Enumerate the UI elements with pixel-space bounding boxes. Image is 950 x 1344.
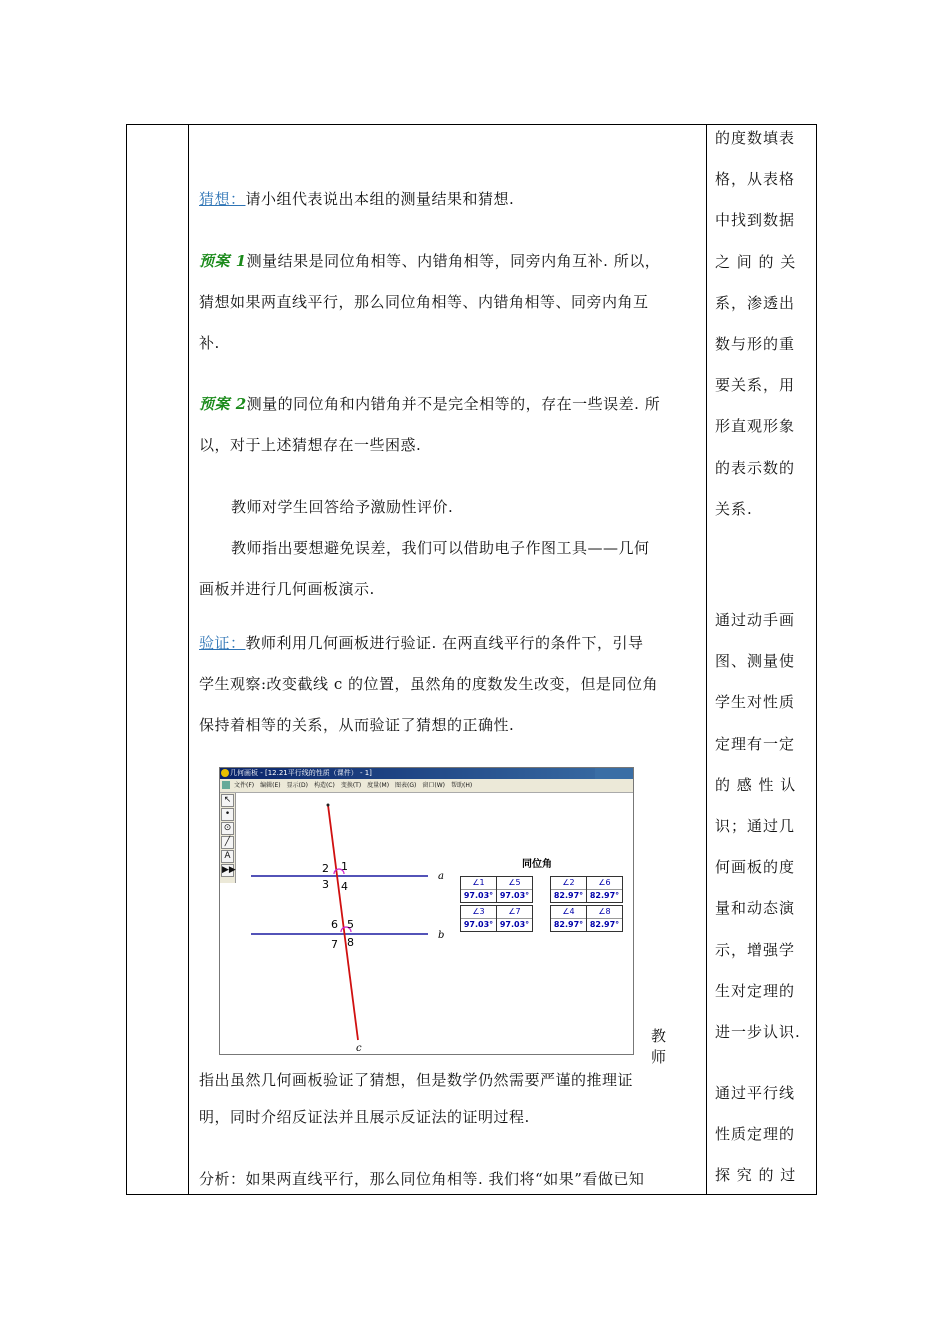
sketchpad-menu-item[interactable]: 度量(M) <box>367 782 390 789</box>
side-note-line: 的表示数的 <box>715 458 796 477</box>
plan2-label: 预案 2 <box>199 395 247 413</box>
side-note-line: 关系. <box>715 499 753 518</box>
angle-value: 82.97° <box>553 891 584 900</box>
side-note-line: 之 间 的 关 <box>715 252 797 271</box>
angle-value: 97.03° <box>499 891 530 900</box>
sketchpad-title: 几何画板 - [12.21平行线的性质（课件） - 1] <box>230 769 372 777</box>
side-note-line: 性质定理的 <box>715 1125 796 1144</box>
sketchpad-menu-item[interactable]: 帮助(H) <box>451 782 473 789</box>
guess-paragraph <box>199 179 514 219</box>
verify-label: 验证： <box>199 634 246 652</box>
verify-line1 <box>199 623 644 663</box>
label-4: 4 <box>341 880 348 893</box>
angle-name: ∠8 <box>587 906 622 919</box>
angle-measure-box <box>586 876 623 903</box>
sketchpad-menu-item[interactable]: 构造(C) <box>313 782 335 789</box>
teacher-point-line2: 画板并进行几何画板演示. <box>199 580 375 598</box>
side-note-line: 中找到数据 <box>715 211 796 230</box>
teacher-eval: 教师对学生回答给予激励性评价. <box>231 498 454 516</box>
side-note-line: 的 感 性 认 <box>715 775 797 794</box>
side-note-line: 形直观形象 <box>715 417 796 436</box>
side-note-line: 格，从表格 <box>715 170 796 189</box>
side-note-line: 要关系，用 <box>715 376 796 395</box>
angle-value: 82.97° <box>553 920 584 929</box>
side-note-line: 通过平行线 <box>715 1084 796 1102</box>
angle-value: 97.03° <box>463 920 494 929</box>
sketchpad-menu-item[interactable]: 文件(F) <box>234 782 255 789</box>
plan1-text: 测量结果是同位角相等、内错角相等，同旁内角互补. 所以， <box>246 252 661 270</box>
teacher-word: 教师 <box>651 1027 681 1066</box>
angle-name: ∠4 <box>551 906 586 919</box>
verify-text: 教师利用几何画板进行验证. 在两直线平行的条件下，引导 <box>245 634 644 652</box>
plan1-label: 预案 1 <box>199 252 247 270</box>
side-note-line: 图、测量使 <box>715 652 796 671</box>
side-note-line: 学生对性质 <box>715 693 796 712</box>
label-6: 6 <box>331 918 338 931</box>
sketchpad-menu-item[interactable]: 图表(G) <box>395 782 417 789</box>
angle-measure-box <box>460 905 497 932</box>
point-tool-icon[interactable]: • <box>221 808 234 821</box>
side-note-line: 系，渗透出 <box>715 293 796 312</box>
plan2-line1 <box>199 384 660 424</box>
sketchpad-menubar <box>220 779 633 793</box>
analysis-line: 分析：如果两直线平行，那么同位角相等. 我们将“如果”看做已知 <box>199 1170 645 1188</box>
label-7: 7 <box>331 938 338 951</box>
angle-name: ∠7 <box>497 906 532 919</box>
side-note-line: 进一步认识. <box>715 1023 801 1041</box>
side-note-line: 的度数填表 <box>715 129 796 147</box>
side-note-line: 数与形的重 <box>715 335 796 353</box>
compass-tool-icon[interactable]: ⊙ <box>221 822 234 835</box>
side-note-line: 量和动态演 <box>715 899 796 918</box>
side-note-line: 识；通过几 <box>715 817 796 835</box>
label-5: 5 <box>347 918 354 931</box>
label-1: 1 <box>341 860 348 873</box>
side-note-line: 探 究 的 过 <box>715 1166 797 1185</box>
angle-measure-box <box>550 876 587 903</box>
line-b-label: b <box>438 930 445 941</box>
sketchpad-titlebar <box>220 768 633 779</box>
sketchpad-menu-item[interactable]: 变换(T) <box>340 782 362 789</box>
sketchpad-menu-item[interactable]: 窗口(W) <box>422 782 445 789</box>
window-controls <box>595 768 633 779</box>
sketchpad-screenshot <box>219 767 634 1055</box>
top-point <box>327 804 330 807</box>
label-8: 8 <box>347 936 354 949</box>
angle-name: ∠3 <box>461 906 496 919</box>
line-c-label: c <box>356 1043 362 1054</box>
side-note-line: 生对定理的 <box>715 981 796 1000</box>
angle-measure-box <box>496 876 533 903</box>
plan2-line2: 以，对于上述猜想存在一些困惑. <box>199 436 422 454</box>
angle-name: ∠5 <box>497 877 532 890</box>
plan1-line2: 猜想如果两直线平行，那么同位角相等、内错角相等、同旁内角互 <box>199 293 649 311</box>
plan2-text: 测量的同位角和内错角并不是完全相等的，存在一些误差. 所 <box>246 395 661 413</box>
sketchpad-menu-item[interactable]: 显示(D) <box>286 782 308 789</box>
line-tool-icon[interactable]: ╱ <box>221 836 234 849</box>
label-3: 3 <box>322 878 329 891</box>
angle-measure-box <box>460 876 497 903</box>
angle-name: ∠1 <box>461 877 496 890</box>
guess-text: 请小组代表说出本组的测量结果和猜想. <box>245 190 515 208</box>
angle-value: 97.03° <box>499 920 530 929</box>
text-tool-icon[interactable]: A <box>221 850 234 863</box>
sketchpad-canvas <box>236 793 633 1054</box>
sketchpad-logo-icon <box>221 769 229 777</box>
verify-line3: 保持着相等的关系，从而验证了猜想的正确性. <box>199 716 515 734</box>
teacher-point-line1: 教师指出要想避免误差，我们可以借助电子作图工具——几何 <box>231 539 650 557</box>
custom-tool-icon[interactable]: ▶▶ <box>222 865 236 875</box>
corresponding-angles-heading: 同位角 <box>522 859 552 870</box>
angle-value: 82.97° <box>589 920 620 929</box>
after-line1: 指出虽然几何画板验证了猜想，但是数学仍然需要严谨的推理证 <box>199 1071 634 1089</box>
plan1-line1 <box>199 241 660 281</box>
document-icon <box>222 781 230 789</box>
side-note-line: 通过动手画 <box>715 611 796 629</box>
side-note-line: 定理有一定 <box>715 734 796 753</box>
line-a-label: a <box>438 871 444 882</box>
label-2: 2 <box>322 862 329 875</box>
side-note-line: 何画板的度 <box>715 858 796 877</box>
angle-measure-box <box>496 905 533 932</box>
column-divider <box>188 125 189 1194</box>
after-line2: 明，同时介绍反证法并且展示反证法的证明过程. <box>199 1108 530 1126</box>
angle-measure-box <box>550 905 587 932</box>
arrow-tool-icon[interactable]: ↖ <box>221 794 234 807</box>
guess-label: 猜想： <box>199 190 246 208</box>
sketchpad-toolbar <box>220 793 236 883</box>
sketchpad-menu-item[interactable]: 编辑(E) <box>260 782 281 789</box>
angle-name: ∠6 <box>587 877 622 890</box>
angle-name: ∠2 <box>551 877 586 890</box>
verify-line2: 学生观察:改变截线 c 的位置，虽然角的度数发生改变，但是同位角 <box>199 675 658 693</box>
angle-value: 97.03° <box>463 891 494 900</box>
side-note-line: 示，增强学 <box>715 940 796 959</box>
plan1-line3: 补. <box>199 334 220 352</box>
angle-measure-box <box>586 905 623 932</box>
column-divider <box>706 125 707 1194</box>
angle-value: 82.97° <box>589 891 620 900</box>
